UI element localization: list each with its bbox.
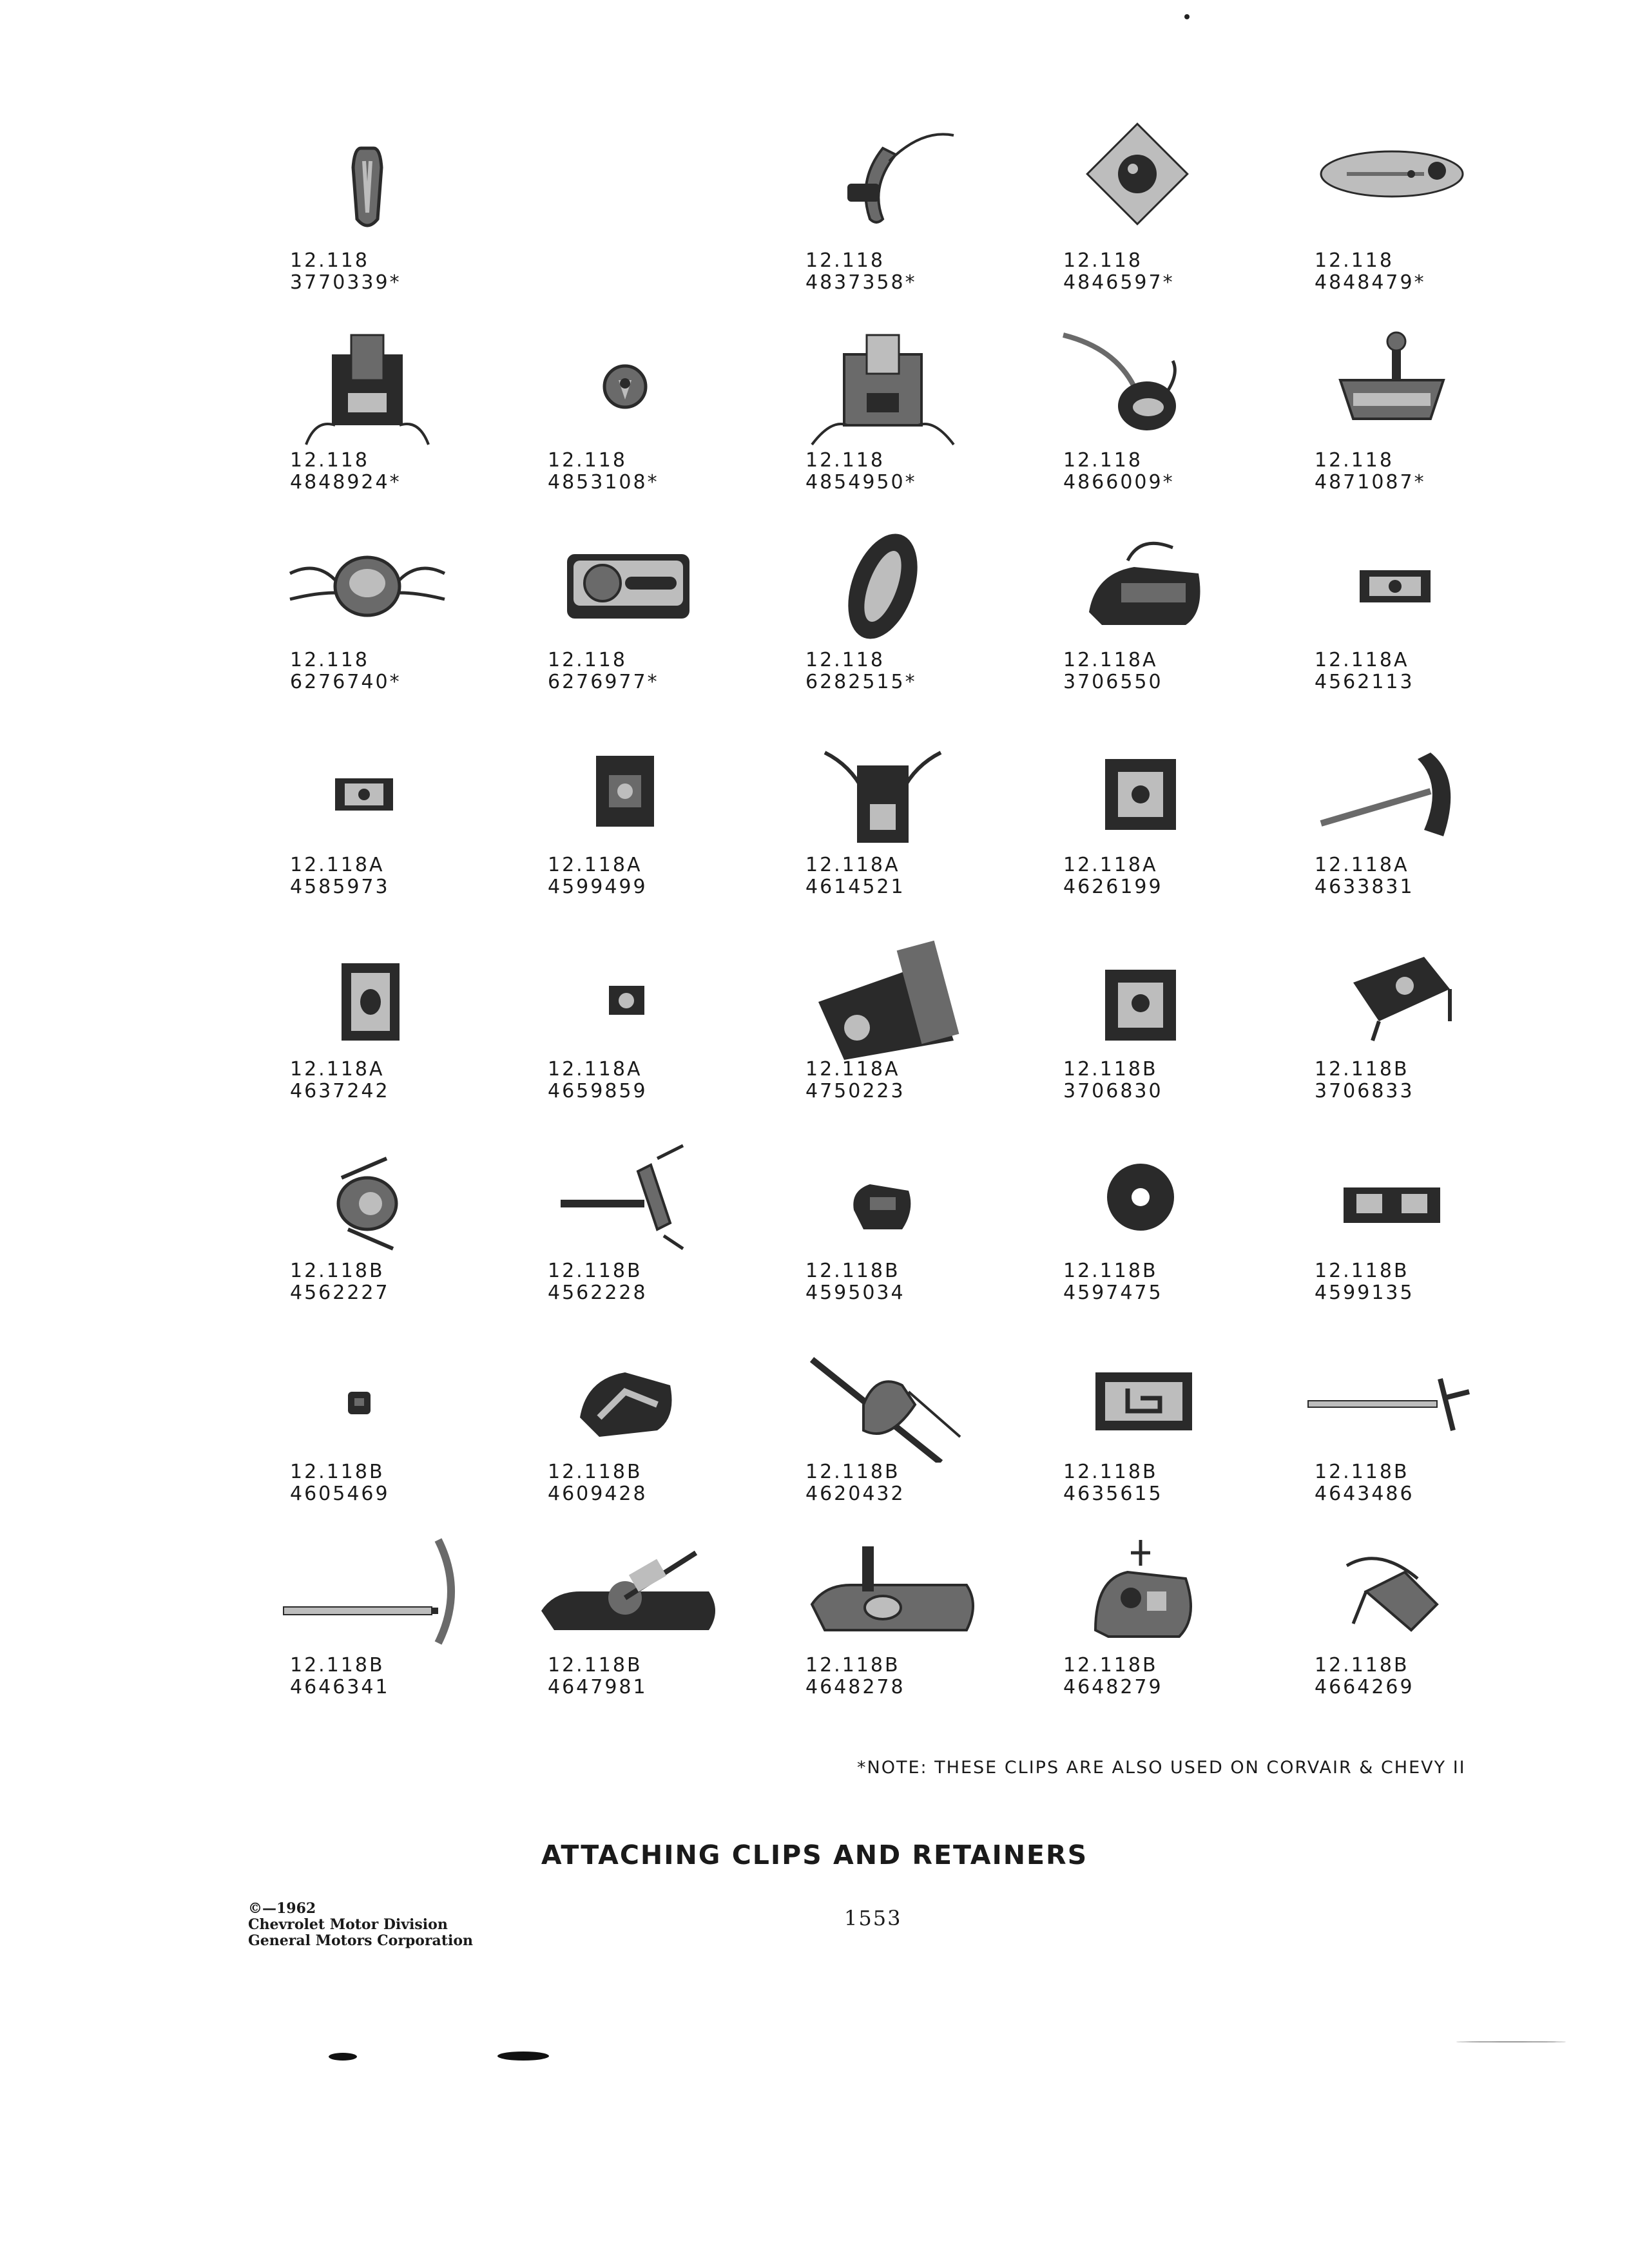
- group-number: 12.118B: [1063, 1461, 1158, 1483]
- group-number: 12.118A: [1063, 854, 1158, 876]
- group-number: 12.118B: [290, 1654, 385, 1677]
- part-labels: [805, 250, 999, 294]
- group-number: 12.118B: [548, 1260, 642, 1282]
- part-number: 4750223: [805, 1080, 905, 1102]
- part-labels: [805, 1059, 999, 1102]
- group-number: 12.118: [1315, 449, 1394, 472]
- clip-icon: [1044, 122, 1237, 251]
- clip-icon: [1044, 522, 1237, 651]
- part-labels: [548, 1059, 741, 1102]
- part-number: 4620432: [805, 1483, 905, 1505]
- clip-icon: [786, 727, 979, 856]
- group-number: 12.118A: [548, 854, 642, 876]
- part-labels: [548, 649, 741, 693]
- part-labels: [1315, 1059, 1508, 1102]
- footnote: *NOTE: THESE CLIPS ARE ALSO USED ON CORVAIR & CHEVY II: [857, 1758, 1466, 1778]
- copyright-line-1: Chevrolet Motor Division: [248, 1916, 448, 1933]
- part-number: 4659859: [548, 1080, 648, 1102]
- group-number: 12.118: [1063, 449, 1142, 472]
- group-number: 12.118A: [805, 1058, 900, 1081]
- part-number: 4562228: [548, 1282, 648, 1304]
- part-cell: [760, 522, 1010, 722]
- copyright-block: [248, 1901, 473, 1949]
- part-number: 4637242: [290, 1080, 390, 1102]
- part-cell: [245, 522, 495, 722]
- part-cell: [1018, 931, 1268, 1131]
- part-number: 4599499: [548, 876, 648, 898]
- clip-icon: [786, 1133, 979, 1262]
- clip-icon: [1295, 931, 1489, 1060]
- part-labels: [1063, 1461, 1257, 1505]
- part-labels: [1315, 1260, 1508, 1304]
- part-cell: [503, 1527, 753, 1727]
- clip-icon: [528, 931, 722, 1060]
- part-number: 4635615: [1063, 1483, 1163, 1505]
- group-number: 12.118A: [290, 1058, 385, 1081]
- clip-icon: [271, 1334, 464, 1463]
- group-number: 12.118B: [1063, 1260, 1158, 1282]
- part-cell: [760, 322, 1010, 522]
- part-labels: [548, 1461, 741, 1505]
- part-number: 3770339*: [290, 271, 401, 294]
- part-labels: [805, 649, 999, 693]
- clip-icon: [1295, 1133, 1489, 1262]
- clip-icon: [786, 931, 979, 1060]
- part-cell: [1269, 1334, 1519, 1533]
- part-number: 6282515*: [805, 671, 917, 693]
- part-number: 4664269: [1315, 1676, 1414, 1698]
- scan-speck: [1184, 14, 1190, 19]
- part-number: 4846597*: [1063, 271, 1175, 294]
- clip-icon: [271, 1133, 464, 1262]
- group-number: 12.118B: [1063, 1058, 1158, 1081]
- part-cell: [245, 1527, 495, 1727]
- clip-icon: [528, 322, 722, 451]
- clip-icon: [271, 931, 464, 1060]
- part-cell: [245, 322, 495, 522]
- clip-icon: [786, 1334, 979, 1463]
- part-cell: [760, 727, 1010, 927]
- part-cell: [1269, 122, 1519, 322]
- clip-icon: [1295, 1527, 1489, 1656]
- group-number: 12.118A: [548, 1058, 642, 1081]
- part-cell: [503, 122, 753, 322]
- group-number: 12.118B: [1063, 1654, 1158, 1677]
- part-labels: [548, 450, 741, 494]
- part-cell: [245, 727, 495, 927]
- group-number: 12.118B: [548, 1654, 642, 1677]
- part-cell: [1269, 1527, 1519, 1727]
- clip-icon: [271, 727, 464, 856]
- part-number: 4633831: [1315, 876, 1414, 898]
- part-cell: [503, 1334, 753, 1533]
- clip-icon: [1295, 322, 1489, 451]
- part-cell: [503, 931, 753, 1131]
- part-labels: [805, 1461, 999, 1505]
- part-cell: [1018, 322, 1268, 522]
- part-labels: [290, 250, 483, 294]
- clip-icon: [528, 1133, 722, 1262]
- part-number: 6276977*: [548, 671, 659, 693]
- group-number: 12.118B: [1315, 1654, 1409, 1677]
- part-number: 4562113: [1315, 671, 1414, 693]
- group-number: 12.118: [1315, 249, 1394, 272]
- part-number: 6276740*: [290, 671, 401, 693]
- part-number: 4597475: [1063, 1282, 1163, 1304]
- part-cell: [503, 322, 753, 522]
- part-number: 4854950*: [805, 471, 917, 494]
- group-number: 12.118B: [805, 1260, 900, 1282]
- group-number: 12.118: [805, 249, 885, 272]
- part-number: 4848924*: [290, 471, 401, 494]
- part-cell: [760, 1334, 1010, 1533]
- part-number: 4647981: [548, 1676, 648, 1698]
- part-cell: [1018, 1334, 1268, 1533]
- part-labels: [1063, 450, 1257, 494]
- part-cell: [760, 1527, 1010, 1727]
- group-number: 12.118B: [1315, 1260, 1409, 1282]
- part-labels: [1063, 649, 1257, 693]
- part-cell: [1269, 322, 1519, 522]
- group-number: 12.118: [290, 449, 369, 472]
- group-number: 12.118: [548, 449, 627, 472]
- scan-smudge: [497, 2052, 549, 2061]
- copyright-line-2: General Motors Corporation: [248, 1932, 474, 1949]
- part-labels: [1315, 1655, 1508, 1698]
- group-number: 12.118: [805, 649, 885, 671]
- group-number: 12.118: [805, 449, 885, 472]
- clip-icon: [1295, 1334, 1489, 1463]
- clip-icon: [1044, 931, 1237, 1060]
- clip-icon: [786, 1527, 979, 1656]
- part-labels: [805, 450, 999, 494]
- part-number: 4562227: [290, 1282, 390, 1304]
- part-labels: [805, 1260, 999, 1304]
- part-number: 3706833: [1315, 1080, 1414, 1102]
- part-number: 3706830: [1063, 1080, 1163, 1102]
- clip-icon: [1044, 727, 1237, 856]
- clip-icon: [528, 522, 722, 651]
- group-number: 12.118A: [1063, 649, 1158, 671]
- part-number: 4643486: [1315, 1483, 1414, 1505]
- part-labels: [290, 450, 483, 494]
- part-cell: [1269, 1133, 1519, 1332]
- group-number: 12.118: [1063, 249, 1142, 272]
- clip-icon: [271, 1527, 464, 1656]
- part-labels: [1315, 649, 1508, 693]
- part-labels: [1063, 1059, 1257, 1102]
- part-cell: [503, 522, 753, 722]
- part-cell: [503, 727, 753, 927]
- group-number: 12.118B: [805, 1654, 900, 1677]
- part-number: 4871087*: [1315, 471, 1426, 494]
- part-labels: [290, 649, 483, 693]
- clip-icon: [271, 122, 464, 251]
- part-labels: [1063, 854, 1257, 898]
- clip-icon: [1044, 322, 1237, 451]
- part-cell: [760, 122, 1010, 322]
- scan-streak: [1456, 2041, 1566, 2042]
- part-number: 4866009*: [1063, 471, 1175, 494]
- page-title: ATTACHING CLIPS AND RETAINERS: [541, 1840, 1088, 1870]
- part-labels: [1063, 1655, 1257, 1698]
- part-number: 4595034: [805, 1282, 905, 1304]
- part-cell: [1018, 1527, 1268, 1727]
- part-labels: [548, 1655, 741, 1698]
- group-number: 12.118A: [290, 854, 385, 876]
- part-labels: [290, 1461, 483, 1505]
- part-labels: [290, 1260, 483, 1304]
- group-number: 12.118: [290, 249, 369, 272]
- clip-icon: [1044, 1527, 1237, 1656]
- part-cell: [760, 931, 1010, 1131]
- group-number: 12.118B: [290, 1461, 385, 1483]
- part-number: 4848479*: [1315, 271, 1426, 294]
- clip-icon: [1044, 1334, 1237, 1463]
- part-labels: [290, 1655, 483, 1698]
- part-cell: [1018, 1133, 1268, 1332]
- part-labels: [1315, 1461, 1508, 1505]
- clip-icon: [271, 322, 464, 451]
- part-labels: [290, 1059, 483, 1102]
- part-labels: [1063, 1260, 1257, 1304]
- part-cell: [245, 1133, 495, 1332]
- clip-icon: [528, 1527, 722, 1656]
- group-number: 12.118B: [290, 1260, 385, 1282]
- part-number: 4609428: [548, 1483, 648, 1505]
- part-cell: [1269, 931, 1519, 1131]
- part-labels: [1063, 250, 1257, 294]
- part-number: 4585973: [290, 876, 390, 898]
- part-number: 4837358*: [805, 271, 917, 294]
- group-number: 12.118A: [805, 854, 900, 876]
- part-cell: [245, 1334, 495, 1533]
- part-cell: [1269, 727, 1519, 927]
- part-labels: [548, 854, 741, 898]
- group-number: 12.118A: [1315, 649, 1409, 671]
- part-labels: [290, 854, 483, 898]
- part-cell: [245, 122, 495, 322]
- part-number: 4648279: [1063, 1676, 1163, 1698]
- group-number: 12.118B: [805, 1461, 900, 1483]
- part-labels: [1315, 250, 1508, 294]
- part-cell: [1018, 122, 1268, 322]
- clip-icon: [1295, 727, 1489, 856]
- part-labels: [805, 854, 999, 898]
- clip-icon: [1295, 122, 1489, 251]
- clip-icon: [1295, 522, 1489, 651]
- scan-smudge: [329, 2053, 357, 2061]
- group-number: 12.118: [548, 649, 627, 671]
- group-number: 12.118B: [1315, 1058, 1409, 1081]
- part-cell: [1018, 727, 1268, 927]
- part-cell: [760, 1133, 1010, 1332]
- part-number: 3706550: [1063, 671, 1163, 693]
- part-cell: [503, 1133, 753, 1332]
- part-number: 4648278: [805, 1676, 905, 1698]
- part-labels: [1315, 854, 1508, 898]
- clip-icon: [786, 522, 979, 651]
- group-number: 12.118: [290, 649, 369, 671]
- clip-icon: [786, 122, 979, 251]
- copyright-year: ©—1962: [248, 1900, 316, 1917]
- clip-icon: [528, 1334, 722, 1463]
- clip-icon: [786, 322, 979, 451]
- group-number: 12.118B: [1315, 1461, 1409, 1483]
- part-number: 4605469: [290, 1483, 390, 1505]
- part-number: 4646341: [290, 1676, 390, 1698]
- part-number: 4599135: [1315, 1282, 1414, 1304]
- part-cell: [1018, 522, 1268, 722]
- part-labels: [1315, 450, 1508, 494]
- part-labels: [805, 1655, 999, 1698]
- part-number: 4853108*: [548, 471, 659, 494]
- group-number: 12.118A: [1315, 854, 1409, 876]
- part-cell: [1269, 522, 1519, 722]
- group-number: 12.118B: [548, 1461, 642, 1483]
- page-number: 1553: [844, 1906, 902, 1930]
- part-cell: [245, 931, 495, 1131]
- clip-icon: [271, 522, 464, 651]
- part-labels: [548, 1260, 741, 1304]
- clip-icon: [1044, 1133, 1237, 1262]
- part-number: 4614521: [805, 876, 905, 898]
- clip-icon: [528, 727, 722, 856]
- part-number: 4626199: [1063, 876, 1163, 898]
